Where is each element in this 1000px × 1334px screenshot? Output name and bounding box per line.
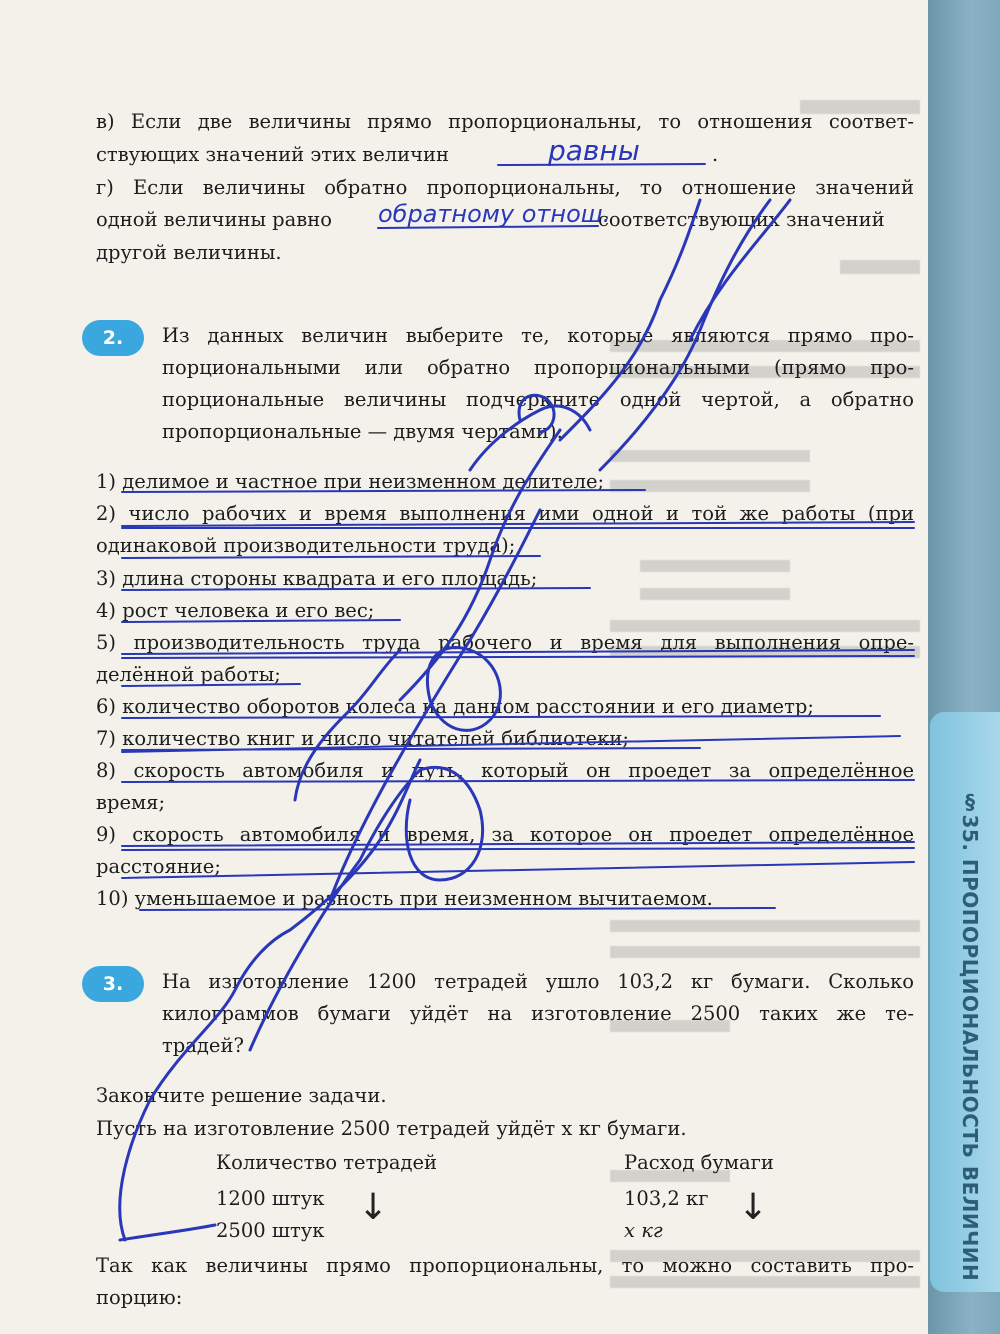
task3-let-statement: Пусть на изготовление 2500 тетрадей уйдёт x кг бумаги. xyxy=(96,1117,687,1140)
task-number-badge: 3. xyxy=(82,966,144,1002)
task3-question-line3: традей? xyxy=(162,1034,244,1057)
column-header-paper: Расход бумаги xyxy=(624,1151,774,1174)
task3-proportion-line2: порцию: xyxy=(96,1286,183,1309)
paper-row2: x кг xyxy=(624,1219,663,1242)
task3-proportion-line1: Так как величины прямо пропорциональны, то можно составить про- xyxy=(96,1254,914,1277)
statement-v-line1: в) Если две величины прямо пропорциональны, то отношения соответ- xyxy=(96,110,914,133)
column-header-notebooks: Количество тетрадей xyxy=(216,1151,438,1174)
handwritten-answer-v: равны xyxy=(548,134,640,167)
task2-item: 1) делимое и частное при неизменном делителе; xyxy=(96,470,605,493)
task2-item: 3) длина стороны квадрата и его площадь; xyxy=(96,567,538,590)
task2-item: 2) число рабочих и время выполнения ими одной и той же работы (при xyxy=(96,502,914,525)
task2-item: 7) количество книг и число читателей библиотеки; xyxy=(96,727,629,750)
task3-question-line1: На изготовление 1200 тетрадей ушло 103,2 кг бумаги. Сколько xyxy=(162,970,914,993)
paper-row1: 103,2 кг xyxy=(624,1187,709,1210)
task2-item: 10) уменьшаемое и разность при неизменном вычитаемом. xyxy=(96,887,713,910)
handwritten-answer-g: обратному отнош. xyxy=(378,200,611,228)
arrow-down-icon: ↓ xyxy=(738,1187,769,1228)
task2-item: 4) рост человека и его вес; xyxy=(96,599,375,622)
task-number-badge: 2. xyxy=(82,320,144,356)
notebooks-row1: 1200 штук xyxy=(216,1187,325,1210)
statement-g-line1: г) Если величины обратно пропорциональны, то отношение значений xyxy=(96,176,914,199)
statement-g-line2-start: одной величины равно xyxy=(96,208,333,231)
task2-item: 5) производительность труда рабочего и время для выполнения опре- xyxy=(96,631,914,654)
task2-item: одинаковой производительности труда); xyxy=(96,534,516,557)
task2-question-line4: пропорциональные — двумя чертами): xyxy=(162,420,564,443)
task3-question-line2: килограммов бумаги уйдёт на изготовление 2500 таких же те- xyxy=(162,1002,914,1025)
task2-item: делённой работы; xyxy=(96,663,281,686)
task2-question-line2: порциональными или обратно пропорциональными (прямо про- xyxy=(162,356,914,379)
section-title: §35. ПРОПОРЦИОНАЛЬНОСТЬ ВЕЛИЧИН xyxy=(958,790,982,1282)
statement-g-line3: другой величины. xyxy=(96,241,282,264)
task2-question-line3: порциональные величины подчеркните одной чертой, а обратно xyxy=(162,388,914,411)
statement-v-line2: ствующих значений этих величин xyxy=(96,143,450,166)
task2-item: 6) количество оборотов колеса на данном расстоянии и его диаметр; xyxy=(96,695,814,718)
task2-item: 8) скорость автомобиля и путь, который он проедет за определённое xyxy=(96,759,914,782)
task2-item: время; xyxy=(96,791,166,814)
task2-question-line1: Из данных величин выберите те, которые являются прямо про- xyxy=(162,324,914,347)
task3-instruction: Закончите решение задачи. xyxy=(96,1084,387,1107)
arrow-down-icon: ↓ xyxy=(358,1187,389,1228)
task2-item: расстояние; xyxy=(96,855,221,878)
notebooks-row2: 2500 штук xyxy=(216,1219,325,1242)
statement-g-line2-end: соответствующих значений xyxy=(598,208,885,231)
task2-item: 9) скорость автомобиля и время, за которое он проедет определённое xyxy=(96,823,914,846)
statement-v-period: . xyxy=(712,143,719,166)
